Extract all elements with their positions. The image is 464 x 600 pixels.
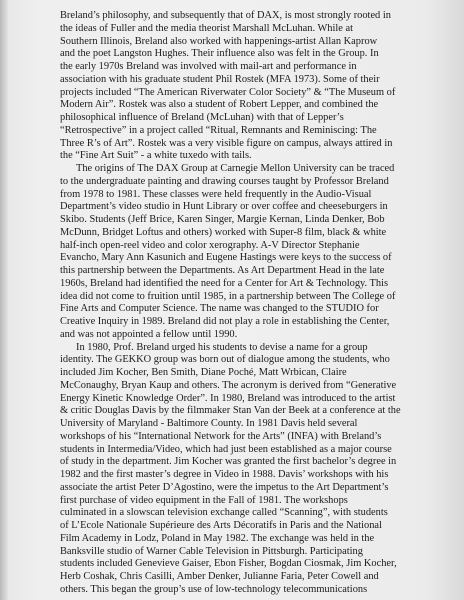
text-line: from 1978 to 1981. These classes were held frequently in the Audio-Visual [60,188,372,200]
text-line: Creative Inquiry in 1989. Breland did not play a role in establishing the Center, [60,316,390,327]
text-line: In 1980, Prof. Breland urged his students to devise a name for a group [76,341,368,353]
text-line: “Retrospective” in a project called “Ritual, Remnants and Reminiscing: The [60,124,377,136]
text-line: University of Maryland - Baltimore County. In 1981 Davis held several [60,418,358,429]
text-line: included Jim Kocher, Ben Smith, Diane Poché, Matt Wrbican, Claire [60,367,347,378]
text-line: of study in the department. Jim Kocher was granted the first bachelor’s degree in [60,456,397,468]
text-line: Herb Coshak, Chris Casilli, Amber Denker, Julianne Faria, Peter Cowell and [60,571,379,582]
text-line: Energy Kinetic Knowledge Order”. In 1980, Breland was introduced to the artist [60,392,396,404]
paragraph [60,342,448,597]
text-line: Breland’s philosophy, and subsequently that of DAX, is most strongly rooted in [60,10,391,21]
text-line: workshops of his “International Network for the Arts” (INFA) with Breland’s [60,430,382,442]
text-line: the “Fine Art Suit” - a white tuxedo with tails. [60,150,252,162]
text-line: to the undergraduate painting and drawing courses taught by Professor Breland [60,175,389,187]
text-line: Department’s video studio in Hunt Library or over coffee and cheeseburgers in [60,201,388,213]
text-line: this partnership between the Departments. As Art Department Head in the late [60,265,385,276]
text-line: Film Academy in Lodz, Poland in May 1982. The exchange was held in the [60,532,375,544]
text-line: idea did not come to fruition until 1985, in a partnership between The College of [60,290,396,302]
text-line: of L’Ecole Nationale Supérieure des Arts Décoratifs in Paris and the National [60,520,382,531]
text-line: The origins of The DAX Group at Carnegie Mellon University can be traced [76,163,395,174]
text-line: the ideas of Fuller and the media theorist Marshall McLuhan. While at [60,22,353,34]
text-line: first purchase of video equipment in the Fall of 1981. The workshops [60,494,348,506]
text-line: 1960s, Breland had identified the need for a Center for Art & Technology. This [60,277,389,289]
text-line: Three R’s of Art”. Rostek was a very visible figure on campus, always attired in [60,137,393,149]
text-line: and was not appointed a fellow until 1990. [60,328,238,340]
text-line: association with his graduate student Phil Rostek (MFA 1973). Some of their [60,73,380,85]
text-line: identity. The GEKKO group was born out of dialogue among the students, who [60,354,390,366]
paragraph [60,10,448,163]
text-line: culminated in a slowscan television exchange called “Scanning”, with students [60,507,388,519]
text-line: students in Intermedia/Video, which had just been established as a major course [60,443,392,455]
text-line: McConaughy, Bryan Kaup and others. The acronym is derived from “Generative [60,379,397,391]
text-line: Southern Illinois, Breland also worked with happenings-artist Allan Kaprow [60,35,378,47]
text-line: Modern Air”. Rostek was also a student of Robert Lepper, and combined the [60,99,379,111]
text-line: 1982 and the first master’s degree in Video in 1988. Davis’ workshops with his [60,469,389,480]
text-line: Evancho, Mary Ann Kasunich and Eugene Hastings were keys to the success of [60,252,392,264]
text-line: others. This began the group’s use of low-technology telecommunications [60,583,368,595]
text-line: Skibo. Students (Jeff Brice, Karen Singer, Margie Kernan, Linda Denker, Bob [60,214,385,225]
text-line: half-inch open-reel video and color xerography. A-V Director Stephanie [60,239,360,251]
text-line: associate the artist Peter D’Agostino, were the impetus to the Art Department’s [60,481,389,493]
text-line: McDunn, Bridget Loftus and others) worked with Super-8 film, black & white [60,226,387,238]
text-line: projects included “The American Riverwater Color Society” & “The Museum of [60,86,396,98]
text-line: Banksville studio of Warner Cable Television in Pittsburgh. Participating [60,545,363,557]
text-line: and the poet Langston Hughes. Their influence also was felt in the Group. In [60,48,379,60]
text-line: Fine Arts and Computer Science. The name was changed to the STUDIO for [60,303,379,315]
text-line: philosophical influence of Breland (McLuhan) with that of Lepper’s [60,112,344,123]
text-line: the early 1970s Breland was involved with mail-art and performance in [60,61,357,72]
paragraph [60,163,448,342]
text-line: & critic Douglas Davis by the filmmaker Stan Van der Beek at a conference at the [60,405,401,417]
text-line: students included Genevieve Gaiser, Ebon Fisher, Bogdan Ciosmak, Jim Kocher, [60,558,397,570]
document-body [60,10,448,597]
